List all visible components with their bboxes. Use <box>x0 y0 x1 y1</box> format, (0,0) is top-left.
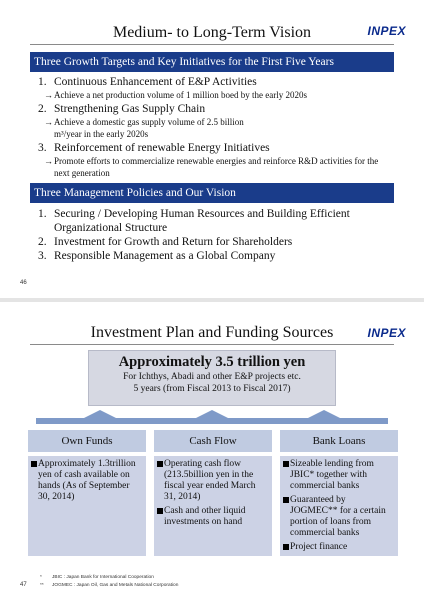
item-text: Reinforcement of renewable Energy Initiatives <box>54 142 270 154</box>
funding-source-header-own-funds: Own Funds <box>28 430 146 452</box>
page-number: 46 <box>20 280 27 286</box>
list-item <box>38 249 394 263</box>
footnote <box>40 574 178 582</box>
list-item <box>38 141 394 155</box>
investment-scope: For Ichthys, Abadi and other E&P projects etc. <box>123 372 301 382</box>
bullet-text: Guaranteed by JOGMEC** for a certain portion of loans from commercial banks <box>290 495 386 538</box>
item-text: Strengthening Gas Supply Chain <box>54 103 206 115</box>
sub-item-text: Promote efforts to commercialize renewable energies and reinforce R&D activities for the next generation <box>54 156 379 178</box>
footnote-text: JOGMEC : Japan Oil, Gas and Metals National Corporation <box>52 583 179 588</box>
growth-targets-list <box>38 75 394 180</box>
management-policies-list <box>38 207 394 263</box>
sub-item-text: Achieve a net production volume of 1 million boed by the early 2020s <box>54 90 307 100</box>
square-bullet-icon <box>283 497 289 503</box>
bullet-text: Operating cash flow (213.5billion yen in the fiscal year ended March 31, 2014) <box>164 459 256 502</box>
item-text: Continuous Enhancement of E&P Activities <box>54 76 257 88</box>
square-bullet-icon <box>31 461 37 467</box>
sub-item <box>44 116 394 140</box>
arrow-up-icon <box>72 410 128 424</box>
item-number: 3. <box>38 250 47 262</box>
bullet-item <box>283 495 395 539</box>
inpex-logo: INPEX <box>367 24 406 38</box>
bullet-item <box>31 459 143 503</box>
investment-plan-box <box>88 350 336 406</box>
list-item <box>38 75 394 89</box>
list-item <box>38 235 394 249</box>
square-bullet-icon <box>157 461 163 467</box>
item-number: 3. <box>38 142 47 154</box>
funding-source-body-own-funds <box>28 456 146 556</box>
footnote-text: JBIC : Japan Bank for International Cooperation <box>52 575 154 580</box>
slide-medium-long-term-vision <box>0 0 424 298</box>
slide-title: Investment Plan and Funding Sources <box>90 324 334 341</box>
item-number: 1. <box>38 208 47 220</box>
funding-source-body-bank-loans <box>280 456 398 556</box>
bullet-item <box>157 459 269 503</box>
arrow-right-icon: → <box>44 90 53 100</box>
bullet-item <box>283 542 395 553</box>
investment-period: 5 years (from Fiscal 2013 to Fiscal 2017) <box>133 384 291 394</box>
arrow-up-icon <box>184 410 240 424</box>
arrow-up-icon <box>296 410 352 424</box>
bullet-text: Approximately 1.3trillion yen of cash available on hands (As of September 30, 2014) <box>38 459 136 502</box>
funding-source-header-cash-flow: Cash Flow <box>154 430 272 452</box>
section-header-growth-targets: Three Growth Targets and Key Initiatives for the First Five Years <box>30 52 394 72</box>
slide-investment-plan <box>0 302 424 600</box>
sub-item <box>44 89 394 101</box>
funding-source-header-bank-loans: Bank Loans <box>280 430 398 452</box>
item-text: Investment for Growth and Return for Shareholders <box>54 236 293 248</box>
footnote-mark: ** <box>40 583 44 588</box>
page-number: 47 <box>20 582 27 588</box>
bullet-text: Cash and other liquid investments on hand <box>164 506 246 527</box>
item-number: 2. <box>38 236 47 248</box>
footnote <box>40 582 178 590</box>
title-divider <box>30 44 394 45</box>
funding-source-body-cash-flow <box>154 456 272 556</box>
slide-title: Medium- to Long-Term Vision <box>112 24 312 41</box>
arrow-right-icon: → <box>44 117 53 127</box>
square-bullet-icon <box>283 461 289 467</box>
square-bullet-icon <box>283 544 289 550</box>
bullet-text: Project finance <box>290 542 348 552</box>
title-divider <box>30 344 394 345</box>
arrow-right-icon: → <box>44 156 53 166</box>
inpex-logo: INPEX <box>367 326 406 340</box>
investment-amount: Approximately 3.5 trillion yen <box>118 354 306 370</box>
item-text: Responsible Management as a Global Company <box>54 250 276 262</box>
item-number: 1. <box>38 76 47 88</box>
bullet-text: Sizeable lending from JBIC* together with commercial banks <box>290 459 374 491</box>
item-number: 2. <box>38 103 47 115</box>
sub-item <box>44 155 394 179</box>
bullet-item <box>283 459 395 492</box>
item-text: Securing / Developing Human Resources and Building Efficient Organizational Structure <box>54 208 350 234</box>
footnote-mark: * <box>40 575 42 580</box>
square-bullet-icon <box>157 508 163 514</box>
bullet-item <box>157 506 269 528</box>
footnotes <box>40 574 178 590</box>
list-item <box>38 102 394 116</box>
section-header-management-policies: Three Management Policies and Our Vision <box>30 183 394 203</box>
list-item <box>38 207 394 235</box>
sub-item-text: Achieve a domestic gas supply volume of 2.5 billion m³/year in the early 2020s <box>54 117 244 139</box>
